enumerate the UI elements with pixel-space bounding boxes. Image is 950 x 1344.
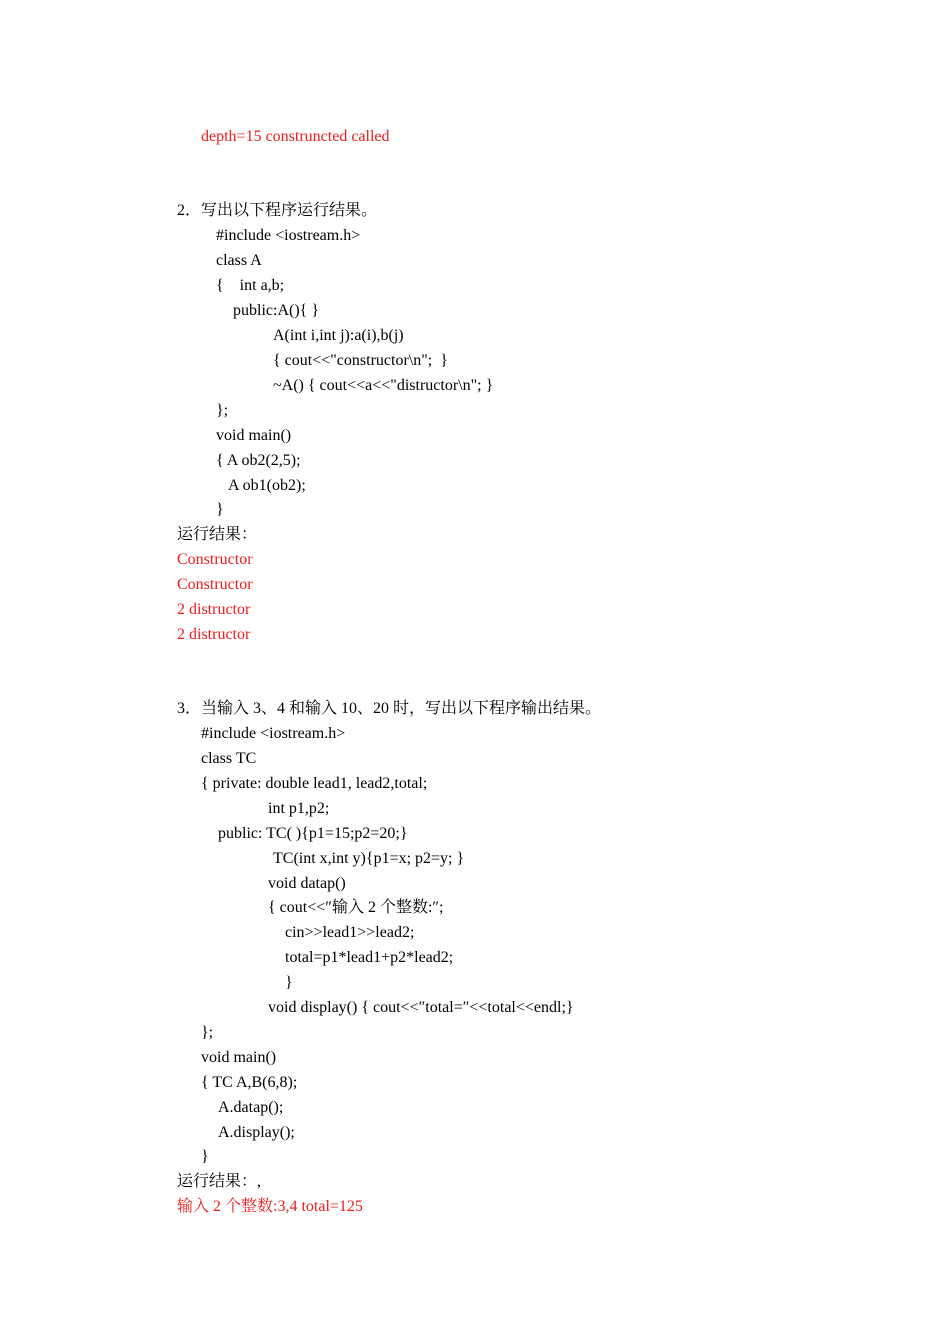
code-line: A ob1(ob2); bbox=[228, 477, 306, 494]
question-heading: 2．写出以下程序运行结果。 bbox=[177, 202, 378, 219]
code-line: { A ob2(2,5); bbox=[216, 452, 301, 469]
code-line: total=p1*lead1+p2*lead2; bbox=[285, 949, 454, 966]
code-line: } bbox=[216, 501, 224, 518]
code-line: public:A(){ } bbox=[233, 302, 320, 319]
code-line: void datap() bbox=[268, 875, 346, 892]
answer-line: Constructor bbox=[177, 551, 253, 568]
answer-line: 2 distructor bbox=[177, 601, 251, 618]
code-line: }; bbox=[201, 1024, 214, 1041]
code-line: cin>>lead1>>lead2; bbox=[285, 924, 415, 941]
code-line: void main() bbox=[201, 1049, 277, 1066]
code-line: }; bbox=[216, 402, 229, 419]
code-line: TC(int x,int y){p1=x; p2=y; } bbox=[273, 850, 465, 867]
code-line: A(int i,int j):a(i),b(j) bbox=[273, 327, 404, 344]
answer-line: depth=15 construncted called bbox=[201, 128, 390, 145]
answer-line: Constructor bbox=[177, 576, 253, 593]
code-line: { cout<<″输入 2 个整数:″; bbox=[268, 899, 444, 916]
code-line: A.datap(); bbox=[218, 1099, 284, 1116]
code-line: ~A() { cout<<a<<"distructor\n"; } bbox=[273, 377, 494, 394]
code-line: class A bbox=[216, 252, 262, 269]
code-line: } bbox=[201, 1148, 209, 1165]
code-line: public: TC( ){p1=15;p2=20;} bbox=[218, 825, 408, 842]
code-line: } bbox=[285, 974, 293, 991]
code-line: { private: double lead1, lead2,total; bbox=[201, 775, 428, 792]
code-line: { int a,b; bbox=[216, 277, 285, 294]
code-line: { TC A,B(6,8); bbox=[201, 1074, 298, 1091]
code-line: #include <iostream.h> bbox=[216, 227, 361, 244]
answer-line: 输入 2 个整数:3,4 total=125 bbox=[177, 1198, 363, 1215]
answer-line: 2 distructor bbox=[177, 626, 251, 643]
question-heading: 3．当输入 3、4 和输入 10、20 时，写出以下程序输出结果。 bbox=[177, 700, 602, 717]
result-label: 运行结果： bbox=[177, 526, 258, 543]
code-line: #include <iostream.h> bbox=[201, 725, 346, 742]
code-line: int p1,p2; bbox=[268, 800, 330, 817]
code-line: class TC bbox=[201, 750, 257, 767]
code-line: void main() bbox=[216, 427, 292, 444]
code-line: A.display(); bbox=[218, 1124, 295, 1141]
code-line: void display() { cout<<″total=″<<total<<endl;} bbox=[268, 999, 574, 1016]
result-label: 运行结果：, bbox=[177, 1173, 262, 1190]
code-line: { cout<<"constructor\n"; } bbox=[273, 352, 448, 369]
